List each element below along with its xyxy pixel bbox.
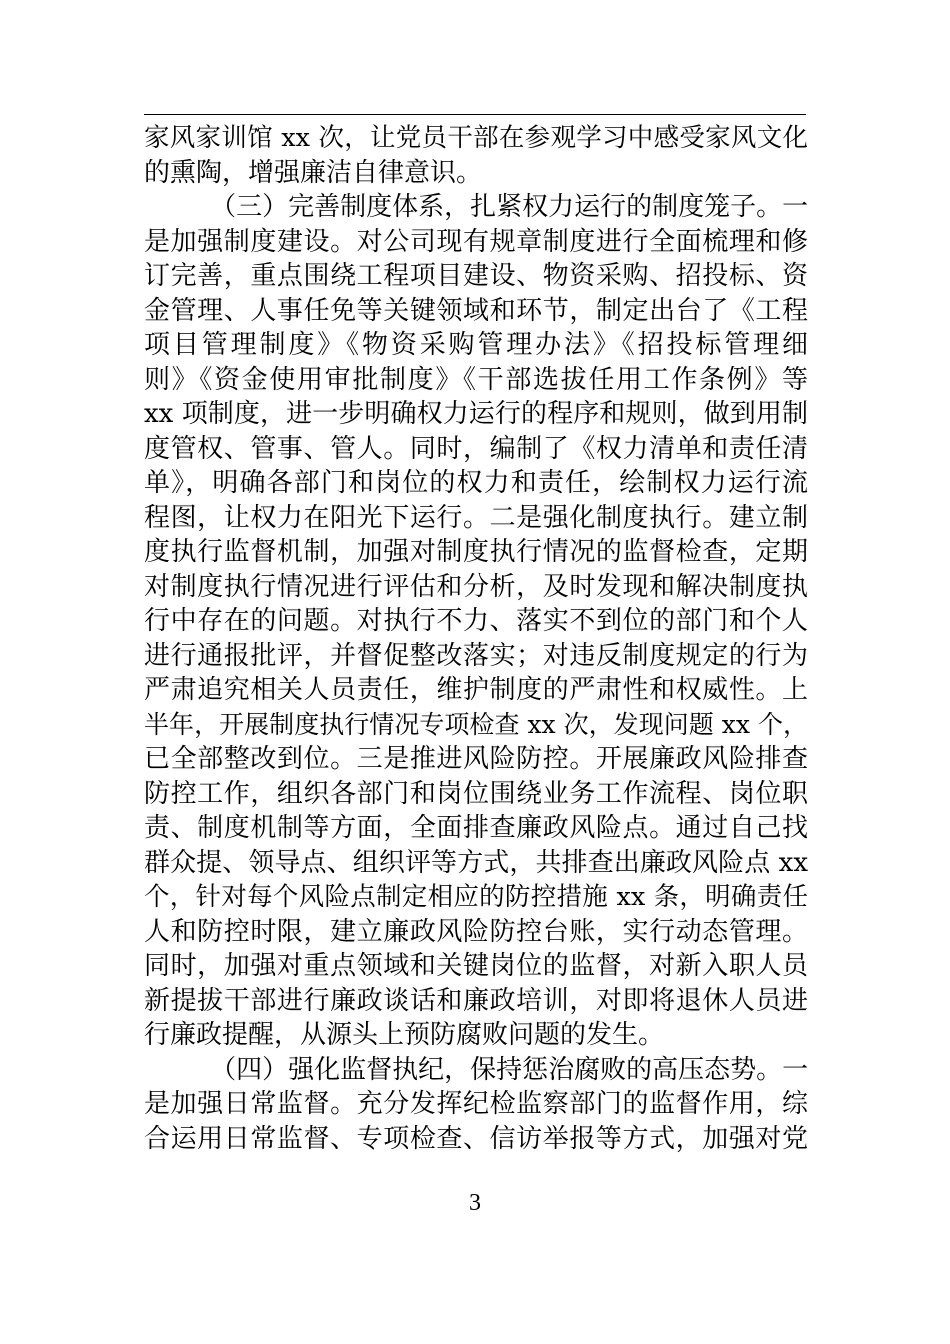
text-line: 半年，开展制度执行情况专项检查 xx 次，发现问题 xx 个， bbox=[144, 709, 808, 739]
text-line: 是加强制度建设。对公司现有规章制度进行全面梳理和修 bbox=[144, 226, 808, 257]
text-line: 的熏陶，增强廉洁自律意识。 bbox=[144, 157, 483, 188]
text-line: 项目管理制度》《物资采购管理办法》《招投标管理细 bbox=[144, 330, 808, 360]
text-line: xx 项制度，进一步明确权力运行的程序和规则，做到用制 bbox=[144, 399, 808, 429]
text-line: 人和防控时限，建立廉政风险防控台账，实行动态管理。 bbox=[144, 916, 808, 947]
page-number: 3 bbox=[469, 1190, 481, 1216]
text-line: 防控工作，组织各部门和岗位围绕业务工作流程、岗位职 bbox=[144, 778, 808, 809]
text-line: 行廉政提醒，从源头上预防腐败问题的发生。 bbox=[144, 1020, 665, 1050]
text-line: 度执行监督机制，加强对制度执行情况的监督检查，定期 bbox=[144, 537, 808, 567]
text-line: 个，针对每个风险点制定相应的防控措施 xx 条，明确责任 bbox=[144, 882, 808, 912]
text-line: 程图，让权力在阳光下运行。二是强化制度执行。建立制 bbox=[144, 502, 808, 533]
text-line: 严肃追究相关人员责任，维护制度的严肃性和权威性。上 bbox=[144, 675, 808, 705]
text-line: 责、制度机制等方面，全面排查廉政风险点。通过自己找 bbox=[144, 813, 808, 843]
text-line: 度管权、管事、管人。同时，编制了《权力清单和责任清 bbox=[144, 433, 808, 464]
text-line: 新提拔干部进行廉政谈话和廉政培训，对即将退休人员进 bbox=[144, 985, 808, 1016]
body-text bbox=[144, 121, 808, 1156]
header-rule bbox=[144, 114, 806, 115]
text-line: 对制度执行情况进行评估和分析，及时发现和解决制度执 bbox=[144, 571, 808, 602]
text-line: 则》《资金使用审批制度》《干部选拔任用工作条例》等 bbox=[144, 364, 808, 395]
text-line: 进行通报批评，并督促整改落实；对违反制度规定的行为 bbox=[144, 640, 808, 671]
text-line: （四）强化监督执纪，保持惩治腐败的高压态势。一 bbox=[144, 1054, 809, 1085]
text-line: （三）完善制度体系，扎紧权力运行的制度笼子。一 bbox=[144, 192, 809, 222]
text-line: 是加强日常监督。充分发挥纪检监察部门的监督作用，综 bbox=[144, 1089, 808, 1119]
text-line: 家风家训馆 xx 次，让党员干部在参观学习中感受家风文化 bbox=[144, 123, 808, 153]
text-line: 群众提、领导点、组织评等方式，共排查出廉政风险点 xx bbox=[144, 847, 808, 878]
text-line: 同时，加强对重点领域和关键岗位的监督，对新入职人员 bbox=[144, 951, 808, 981]
text-line: 订完善，重点围绕工程项目建设、物资采购、招投标、资 bbox=[144, 261, 808, 291]
text-line: 行中存在的问题。对执行不力、落实不到位的部门和个人 bbox=[144, 606, 808, 636]
text-line: 单》，明确各部门和岗位的权力和责任，绘制权力运行流 bbox=[144, 468, 808, 498]
text-line: 合运用日常监督、专项检查、信访举报等方式，加强对党 bbox=[144, 1123, 808, 1154]
text-line: 金管理、人事任免等关键领域和环节，制定出台了《工程 bbox=[144, 295, 808, 326]
text-line: 已全部整改到位。三是推进风险防控。开展廉政风险排查 bbox=[144, 744, 808, 774]
